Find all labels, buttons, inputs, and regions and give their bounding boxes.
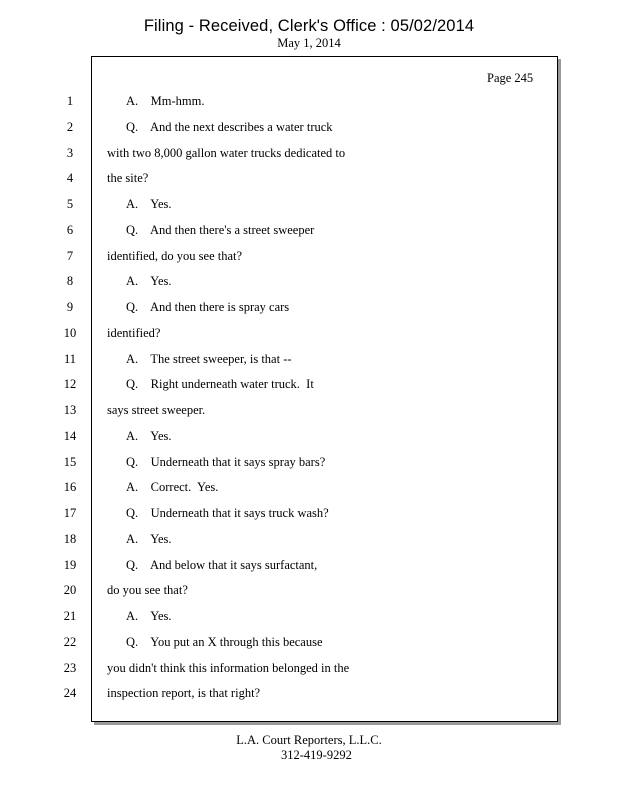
transcript-line-text: do you see that? [107, 583, 188, 597]
line-number: 11 [63, 352, 77, 366]
line-number: 2 [66, 120, 74, 134]
transcript-line-text: Q. And the next describes a water truck [126, 120, 333, 134]
transcript-line-text: you didn't think this information belonged in the [107, 661, 350, 675]
transcript-line-text: A. Yes. [126, 609, 172, 623]
transcript-line-text: inspection report, is that right? [107, 686, 261, 700]
transcript-line-text: A. Yes. [126, 429, 172, 443]
line-number: 9 [66, 300, 74, 314]
reporter-company: L.A. Court Reporters, L.L.C. [236, 733, 382, 747]
line-number: 13 [63, 403, 77, 417]
transcript-line-text: Q. Underneath that it says spray bars? [126, 455, 326, 469]
line-number: 12 [63, 377, 77, 391]
transcript-line-text: Q. Right underneath water truck. It [126, 377, 314, 391]
transcript-line-text: A. Yes. [126, 274, 172, 288]
transcript-line-text: A. Yes. [126, 532, 172, 546]
line-number: 24 [63, 686, 77, 700]
line-number: 23 [63, 661, 77, 675]
line-number: 5 [66, 197, 74, 211]
transcript-line-text: Q. You put an X through this because [126, 635, 323, 649]
transcript-line-text: Q. Underneath that it says truck wash? [126, 506, 329, 520]
line-number: 16 [63, 480, 77, 494]
line-number: 22 [63, 635, 77, 649]
line-number: 10 [63, 326, 77, 340]
transcript-line-text: A. Yes. [126, 197, 172, 211]
transcript-line-text: Q. And below that it says surfactant, [126, 558, 318, 572]
deposition-date: May 1, 2014 [277, 36, 341, 50]
transcript-line-text: A. The street sweeper, is that -- [126, 352, 292, 366]
line-number: 14 [63, 429, 77, 443]
line-number: 7 [66, 249, 74, 263]
transcript-line-text: says street sweeper. [107, 403, 206, 417]
transcript-line-text: identified? [107, 326, 161, 340]
transcript-line-text: identified, do you see that? [107, 249, 243, 263]
line-number: 17 [63, 506, 77, 520]
line-number: 21 [63, 609, 77, 623]
transcript-line-text: A. Mm-hmm. [126, 94, 205, 108]
filing-stamp: Filing - Received, Clerk's Office : 05/02/2014 [143, 17, 475, 35]
line-number: 3 [66, 146, 74, 160]
line-number: 6 [66, 223, 74, 237]
transcript-line-text: Q. And then there is spray cars [126, 300, 290, 314]
transcript-line-text: with two 8,000 gallon water trucks dedicated to [107, 146, 346, 160]
line-number: 8 [66, 274, 74, 288]
line-number: 20 [63, 583, 77, 597]
line-number: 18 [63, 532, 77, 546]
line-number: 4 [66, 171, 74, 185]
reporter-phone: 312-419-9292 [281, 748, 352, 762]
page-number: Page 245 [487, 71, 534, 85]
transcript-line-text: A. Correct. Yes. [126, 480, 219, 494]
transcript-line-text: Q. And then there's a street sweeper [126, 223, 315, 237]
line-number: 15 [63, 455, 77, 469]
line-number: 19 [63, 558, 77, 572]
line-number: 1 [66, 94, 74, 108]
transcript-line-text: the site? [107, 171, 149, 185]
